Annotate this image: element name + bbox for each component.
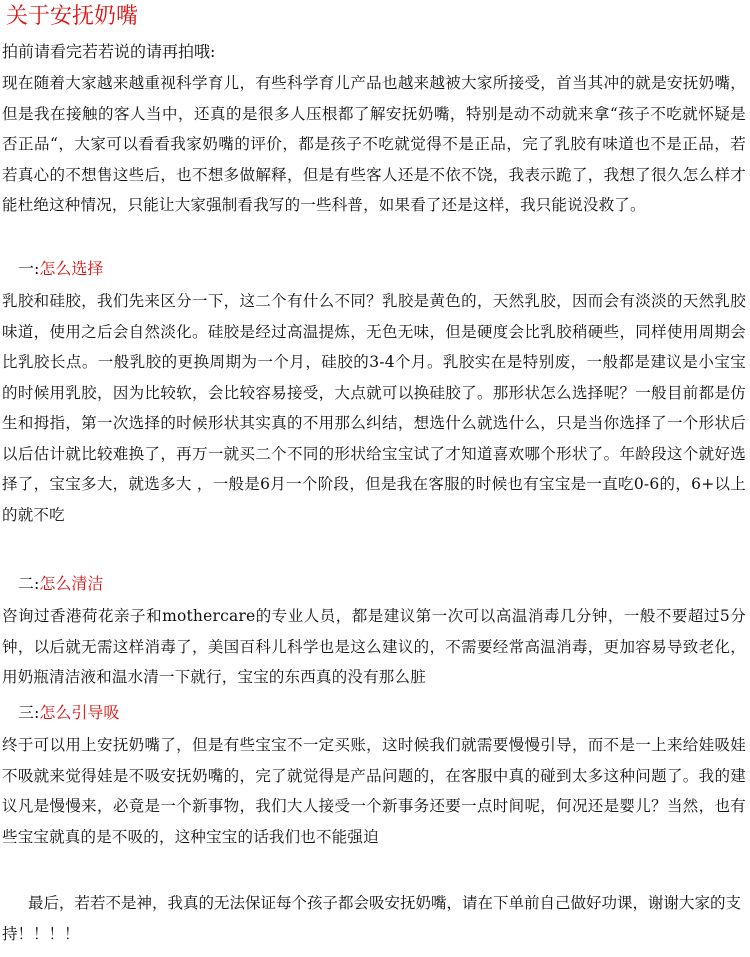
section-title: 怎么选择 bbox=[39, 259, 104, 278]
section-title: 怎么引导吸 bbox=[39, 703, 120, 722]
section-number: 二: bbox=[18, 574, 40, 593]
closing-paragraph: 最后，若若不是神，我真的无法保证每个孩子都会吸安抚奶嘴，请在下单前自己做好功课，谢谢大家的支持！！！！ bbox=[2, 894, 742, 943]
section-number: 一: bbox=[18, 259, 40, 278]
section-title: 怎么清洁 bbox=[39, 574, 104, 593]
section-number: 三: bbox=[18, 703, 40, 722]
section-heading-choose bbox=[18, 258, 103, 280]
intro-paragraph: 现在随着大家越来越重视科学育儿，有些科学育儿产品也越来越被大家所接受，首当其冲的就是安抚奶嘴，但是我在接触的客人当中，还真的是很多人压根都了解安抚奶嘴，特别是动不动就来拿“孩子不吃就怀疑是否正品“，大家可以看看我家奶嘴的评价，都是孩子不吃就觉得不是正品，完了乳胶有味道也不是正品，若若真心的不想售这些后，也不想多做解释，但是有些客人还是不依不饶，我表示跪了，我想了很久怎么样才能杜绝这种情况，只能让大家强制看我写的一些科普，如果看了还是这样，我只能说没救了。 bbox=[2, 74, 746, 214]
section-body-choose: 乳胶和硅胶，我们先来区分一下，这二个有什么不同？乳胶是黄色的，天然乳胶，因而会有淡淡的天然乳胶味道，使用之后会自然淡化。硅胶是经过高温提炼，无色无味，但是硬度会比乳胶稍硬些，同样使用周期会比乳胶长点。一般乳胶的更换周期为一个月，硅胶的3-4个月。乳胶实在是特别废，一般都是建议是小宝宝的时候用乳胶，因为比较软，会比较容易接受，大点就可以换硅胶了。那形状怎么选择呢？一般目前都是仿生和拇指，第一次选择的时候形状其实真的不用那么纠结，想选什么就选什么，只是当你选择了一个形状后以后估计就比较难换了，再万一就买二个不同的形状给宝宝试了才知道喜欢哪个形状了。年龄段这个就好选择了，宝宝多大，就选多大 ，一般是6月一个阶段，但是我在客服的时候也有宝宝是一直吃0-6的，6+以上的就不吃 bbox=[2, 292, 746, 524]
section-heading-clean bbox=[18, 573, 103, 595]
section-body-guide: 终于可以用上安抚奶嘴了，但是有些宝宝不一定买账，这时候我们就需要慢慢引导，而不是一上来给娃吸娃不吸就来觉得娃是不吸安抚奶嘴的，完了就觉得是产品问题的，在客服中真的碰到太多这种问题了。我的建议凡是慢慢来，必竟是一个新事物，我们大人接受一个新事务还要一点时间呢，何况还是婴儿？当然，也有些宝宝就真的是不吸的，这种宝宝的话我们也不能强迫 bbox=[2, 736, 746, 846]
section-heading-guide bbox=[18, 702, 119, 724]
intro-lead: 拍前请看完若若说的请再拍哦: bbox=[2, 42, 216, 61]
page-title: 关于安抚奶嘴 bbox=[6, 4, 139, 29]
section-body-clean: 咨询过香港荷花亲子和mothercare的专业人员，都是建议第一次可以高温消毒几分钟，一般不要超过5分钟，以后就无需这样消毒了，美国百科儿科学也是这么建议的，不需要经常高温消毒，更加容易导致老化，用奶瓶清洁液和温水清一下就行，宝宝的东西真的没有那么脏 bbox=[2, 607, 746, 686]
